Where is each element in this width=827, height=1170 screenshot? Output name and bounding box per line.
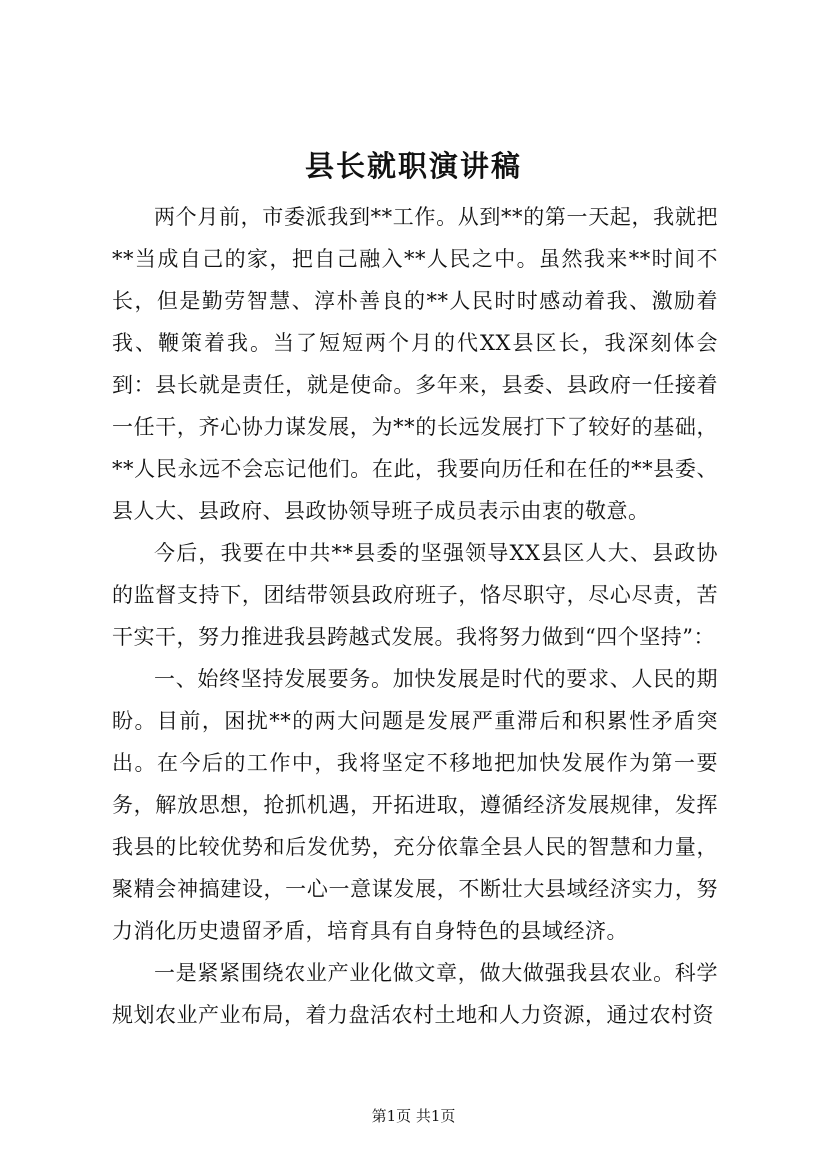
page-footer <box>0 1106 827 1126</box>
paragraph-2: 今后，我要在中共**县委的坚强领导XX县区人大、县政协的监督支持下，团结带领县政府班子，恪尽职守，尽心尽责，苦干实干，努力推进我县跨越式发展。我将努力做到“四个坚持”： <box>112 541 718 649</box>
paragraph-1: 两个月前，市委派我到**工作。从到**的第一天起，我就把**当成自己的家，把自己融入**人民之中。虽然我来**时间不长，但是勤劳智慧、淳朴善良的**人民时时感动着我、激励着我、鞭策着我。当了短短两个月的代XX县区长，我深刻体会到：县长就是责任，就是使命。多年来，县委、县政府一任接着一任干，齐心协力谋发展，为**的长远发展打下了较好的基础，**人民永远不会忘记他们。在此，我要向历任和在任的**县委、县人大、县政府、县政协领导班子成员表示由衷的敬意。 <box>112 205 718 523</box>
paragraph-3: 一、始终坚持发展要务。加快发展是时代的要求、人民的期盼。目前，困扰**的两大问题是发展严重滞后和积累性矛盾突出。在今后的工作中，我将坚定不移地把加快发展作为第一要务，解放思想，抢抓机遇，开拓进取，遵循经济发展规律，发挥我县的比较优势和后发优势，充分依靠全县人民的智慧和力量，聚精会神搞建设，一心一意谋发展，不断壮大县域经济实力，努力消化历史遗留矛盾，培育具有自身特色的县域经济。 <box>112 667 718 943</box>
document-body <box>112 196 718 1036</box>
page-number: 第1页 共1页 <box>371 1107 456 1125</box>
document-title: 县长就职演讲稿 <box>304 149 522 183</box>
paragraph-4: 一是紧紧围绕农业产业化做文章，做大做强我县农业。科学规划农业产业布局，着力盘活农村土地和人力资源，通过农村资 <box>112 961 718 1027</box>
